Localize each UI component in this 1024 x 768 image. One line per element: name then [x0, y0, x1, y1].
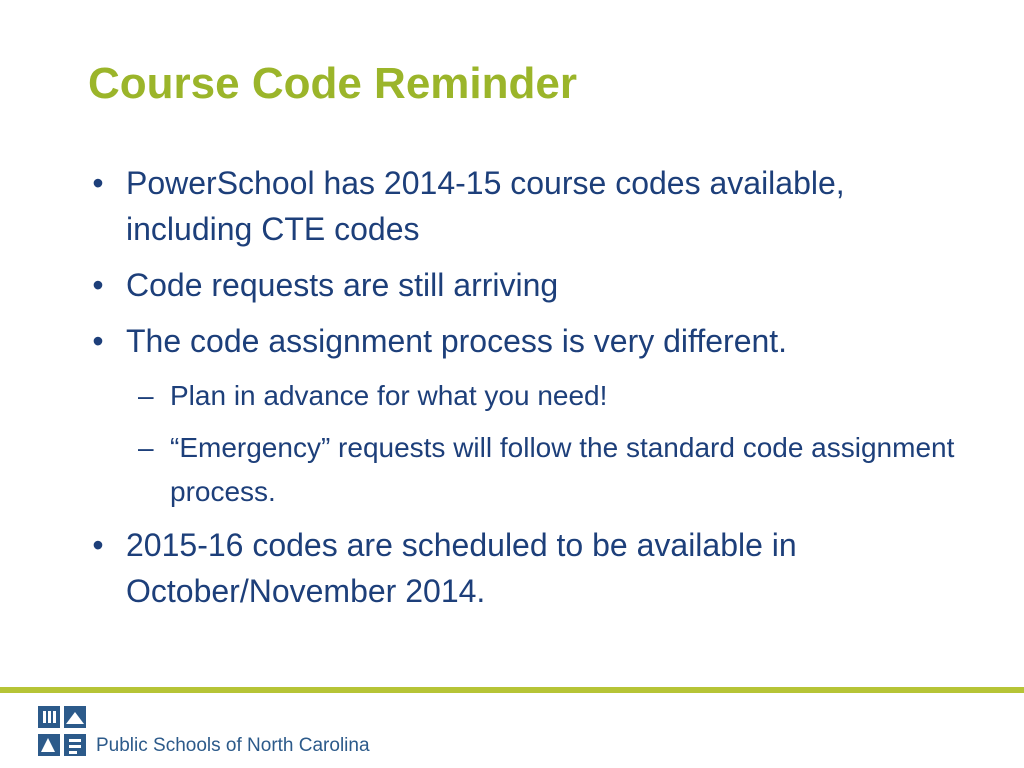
bullet-item: [86, 522, 956, 614]
bullet-list: [86, 160, 956, 624]
bullet-text: The code assignment process is very different.: [126, 323, 788, 359]
sub-bullet-item: [86, 426, 956, 514]
bullet-marker: •: [92, 527, 104, 563]
slide-title: Course Code Reminder: [88, 59, 577, 108]
bullet-marker: •: [92, 323, 104, 359]
sub-bullet-marker: –: [138, 432, 154, 463]
sub-bullet-text: Plan in advance for what you need!: [170, 380, 608, 411]
sub-bullet-text: “Emergency” requests will follow the standard code assignment process.: [170, 432, 955, 507]
nc-public-schools-logo-icon: [36, 704, 88, 760]
sub-bullet-marker: –: [138, 380, 154, 411]
bullet-item: [86, 160, 956, 252]
footer-divider: [0, 687, 1024, 693]
bullet-marker: •: [92, 165, 104, 201]
bullet-text: Code requests are still arriving: [126, 267, 559, 303]
bullet-item: [86, 262, 956, 308]
bullet-text: PowerSchool has 2014-15 course codes available, including CTE codes: [126, 165, 845, 247]
bullet-item: [86, 318, 956, 364]
sub-bullet-item: [86, 374, 956, 418]
bullet-text: 2015-16 codes are scheduled to be available in October/November 2014.: [126, 527, 797, 609]
bullet-marker: •: [92, 267, 104, 303]
footer-org-name: Public Schools of North Carolina: [96, 735, 370, 756]
